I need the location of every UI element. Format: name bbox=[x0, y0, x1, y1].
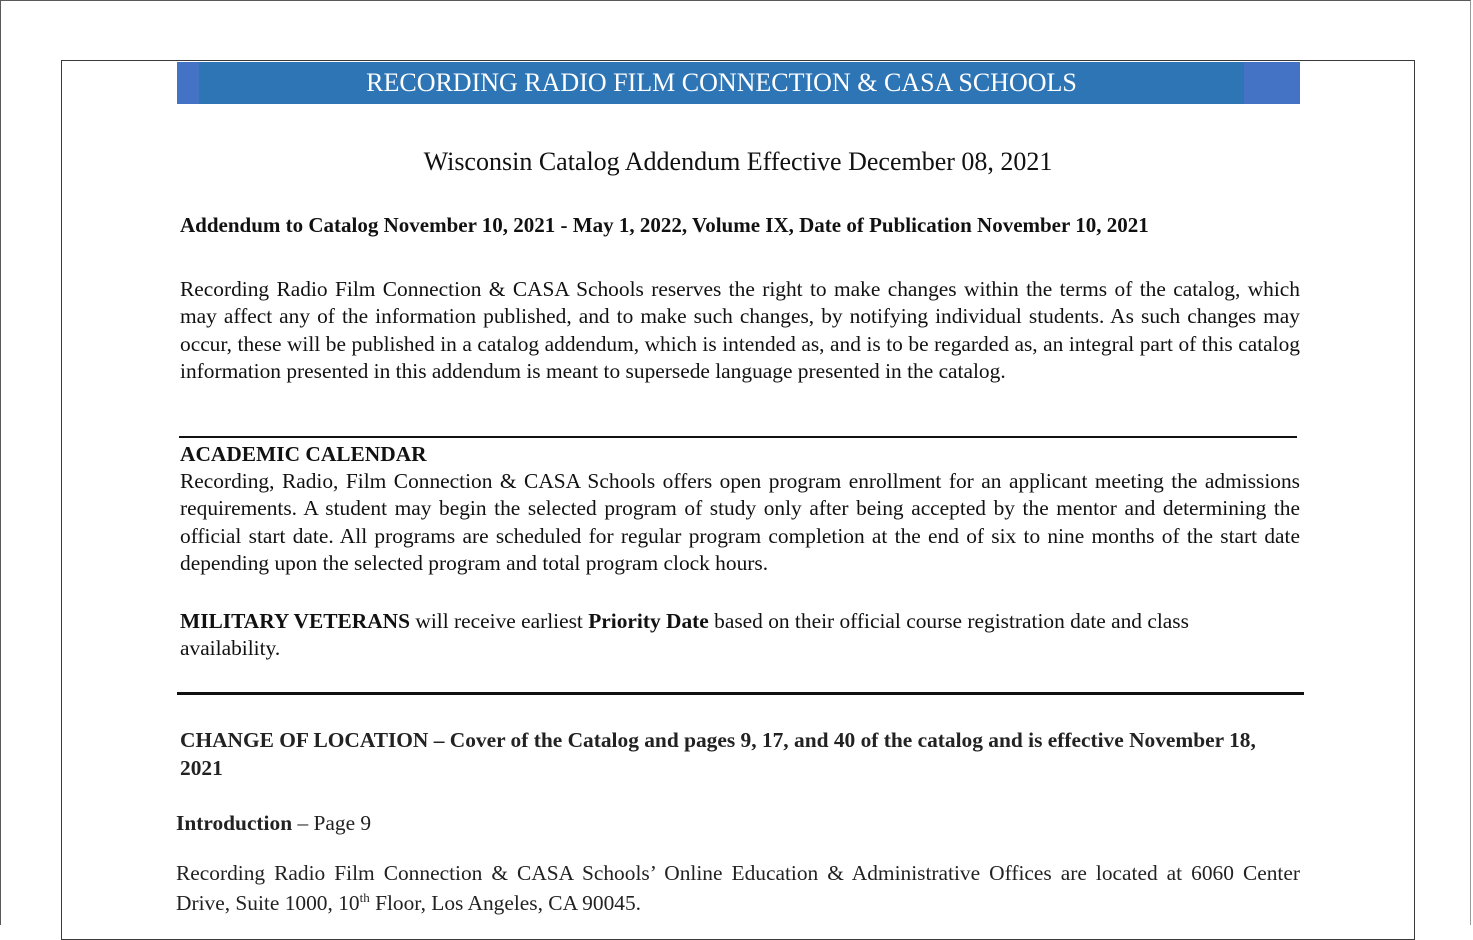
section-divider-thick bbox=[177, 692, 1304, 695]
military-veterans-label: MILITARY VETERANS bbox=[180, 609, 411, 633]
introduction-page-reference bbox=[176, 809, 371, 837]
intro-paragraph: Recording Radio Film Connection & CASA Schools reserves the right to make changes within the terms of the catalog, which may affect any of the information published, and to make such changes, by notifying individual students. As such changes may occur, these will be published in a catalog addendum, which is intended as, and is to be regarded as, an integral part of this catalog information presented in this addendum is meant to supersede language presented in the catalog. bbox=[180, 277, 1300, 383]
address-text-1: Recording Radio Film Connection & CASA Schools’ Online Education & Administrative Offices are located at 6060 Center Drive, Suite 1000, 10 bbox=[176, 861, 1300, 915]
veterans-text-2: based on their official course registration date and class availability. bbox=[180, 609, 1189, 661]
military-veterans-paragraph bbox=[180, 608, 1280, 663]
header-banner bbox=[177, 62, 1300, 104]
introduction-page-number: – Page 9 bbox=[292, 811, 372, 835]
banner-title: RECORDING RADIO FILM CONNECTION & CASA SCHOOLS bbox=[366, 68, 1077, 97]
priority-date-label: Priority Date bbox=[588, 609, 709, 633]
veterans-text-1: will receive earliest bbox=[410, 609, 589, 633]
banner-right-accent bbox=[1244, 62, 1300, 104]
section-divider bbox=[179, 436, 1297, 438]
address-text-2: Floor, Los Angeles, CA 90045. bbox=[369, 891, 642, 915]
address-ordinal-suffix: th bbox=[359, 889, 370, 905]
document-title: Wisconsin Catalog Addendum Effective December 08, 2021 bbox=[423, 147, 1053, 176]
introduction-label: Introduction bbox=[176, 811, 293, 835]
banner-left-accent bbox=[177, 62, 199, 104]
document-page bbox=[61, 60, 1415, 940]
addendum-subheading: Addendum to Catalog November 10, 2021 - May 1, 2022, Volume IX, Date of Publication November 10, 2021 bbox=[180, 213, 1149, 237]
office-address-paragraph bbox=[176, 858, 1300, 918]
academic-calendar-heading: ACADEMIC CALENDAR bbox=[180, 442, 427, 466]
academic-calendar-paragraph: Recording, Radio, Film Connection & CASA Schools offers open program enrollment for an applicant meeting the admissions requirements. A student may begin the selected program of study only after being accepted by the mentor and determining the official start date. All programs are scheduled for regular program completion at the end of six to nine months of the start date depending upon the selected program and total program clock hours. bbox=[180, 469, 1300, 575]
change-of-location-heading: CHANGE OF LOCATION – Cover of the Catalog and pages 9, 17, and 40 of the catalog and is effective November 18, 2021 bbox=[180, 728, 1256, 780]
